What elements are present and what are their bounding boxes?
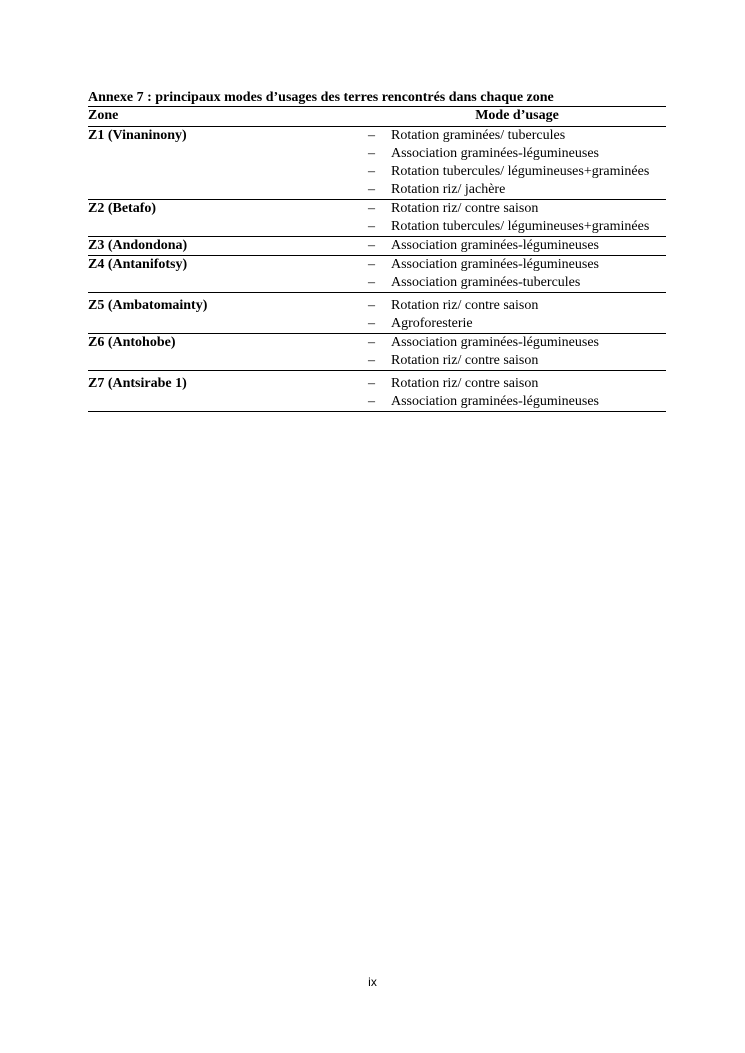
mode-list [368,200,666,236]
table-row [88,293,666,334]
mode-text: Agroforesterie [391,316,473,331]
dash-bullet: – [368,376,375,391]
zone-name: Z6 (Antohobe) [88,334,368,371]
list-item [368,334,666,352]
table-row [88,237,666,256]
table-row [88,127,666,200]
mode-text: Association graminées-légumineuses [391,146,600,161]
dash-bullet: – [368,316,375,331]
zone-name: Z5 (Ambatomainty) [88,293,368,334]
mode-cell [368,334,666,371]
dash-bullet: – [368,394,375,409]
list-item [368,200,666,218]
list-item [368,274,666,292]
list-item [368,393,666,411]
list-item [368,145,666,163]
mode-cell [368,200,666,237]
dash-bullet: – [368,219,375,234]
table-row [88,371,666,412]
dash-bullet: – [368,128,375,143]
dash-bullet: – [368,257,375,272]
dash-bullet: – [368,275,375,290]
dash-bullet: – [368,298,375,313]
mode-text: Rotation riz/ contre saison [391,201,539,216]
zone-name: Z1 (Vinaninony) [88,127,368,200]
mode-text: Association graminées-tubercules [391,275,581,290]
dash-bullet: – [368,146,375,161]
mode-cell [368,127,666,200]
list-item [368,315,666,333]
mode-text: Rotation riz/ contre saison [391,353,539,368]
dash-bullet: – [368,201,375,216]
list-item [368,127,666,145]
mode-text: Association graminées-légumineuses [391,335,600,350]
mode-cell [368,293,666,334]
mode-list [368,297,666,333]
mode-text: Rotation riz/ contre saison [391,298,539,313]
list-item [368,163,666,181]
list-item [368,237,666,255]
mode-list [368,256,666,292]
zone-column-header: Zone [88,107,368,127]
list-item [368,352,666,370]
zone-name: Z3 (Andondona) [88,237,368,256]
list-item [368,375,666,393]
zone-name: Z2 (Betafo) [88,200,368,237]
mode-text: Rotation tubercules/ légumineuses+graminées [391,164,650,179]
mode-text: Rotation tubercules/ légumineuses+graminées [391,219,650,234]
dash-bullet: – [368,238,375,253]
mode-cell [368,371,666,412]
table-header-row [88,107,666,127]
mode-text: Association graminées-légumineuses [391,257,600,272]
list-item [368,297,666,315]
mode-cell [368,256,666,293]
page-content [88,89,666,412]
annex-caption: Annexe 7 : principaux modes d’usages des terres rencontrés dans chaque zone [88,90,554,105]
zone-name: Z4 (Antanifotsy) [88,256,368,293]
mode-list [368,237,666,255]
mode-list [368,334,666,370]
mode-text: Rotation riz/ contre saison [391,376,539,391]
list-item [368,256,666,274]
table-row [88,256,666,293]
mode-text: Association graminées-légumineuses [391,238,600,253]
dash-bullet: – [368,182,375,197]
mode-list [368,127,666,199]
mode-list [368,375,666,411]
table-row [88,200,666,237]
list-item [368,218,666,236]
land-use-table [88,106,666,412]
mode-text: Rotation graminées/ tubercules [391,128,566,143]
dash-bullet: – [368,353,375,368]
mode-column-header: Mode d’usage [368,107,666,127]
page-number: ix [368,975,377,989]
dash-bullet: – [368,335,375,350]
dash-bullet: – [368,164,375,179]
mode-text: Association graminées-légumineuses [391,394,600,409]
zone-name: Z7 (Antsirabe 1) [88,371,368,412]
list-item [368,181,666,199]
mode-text: Rotation riz/ jachère [391,182,506,197]
table-row [88,334,666,371]
mode-cell [368,237,666,256]
